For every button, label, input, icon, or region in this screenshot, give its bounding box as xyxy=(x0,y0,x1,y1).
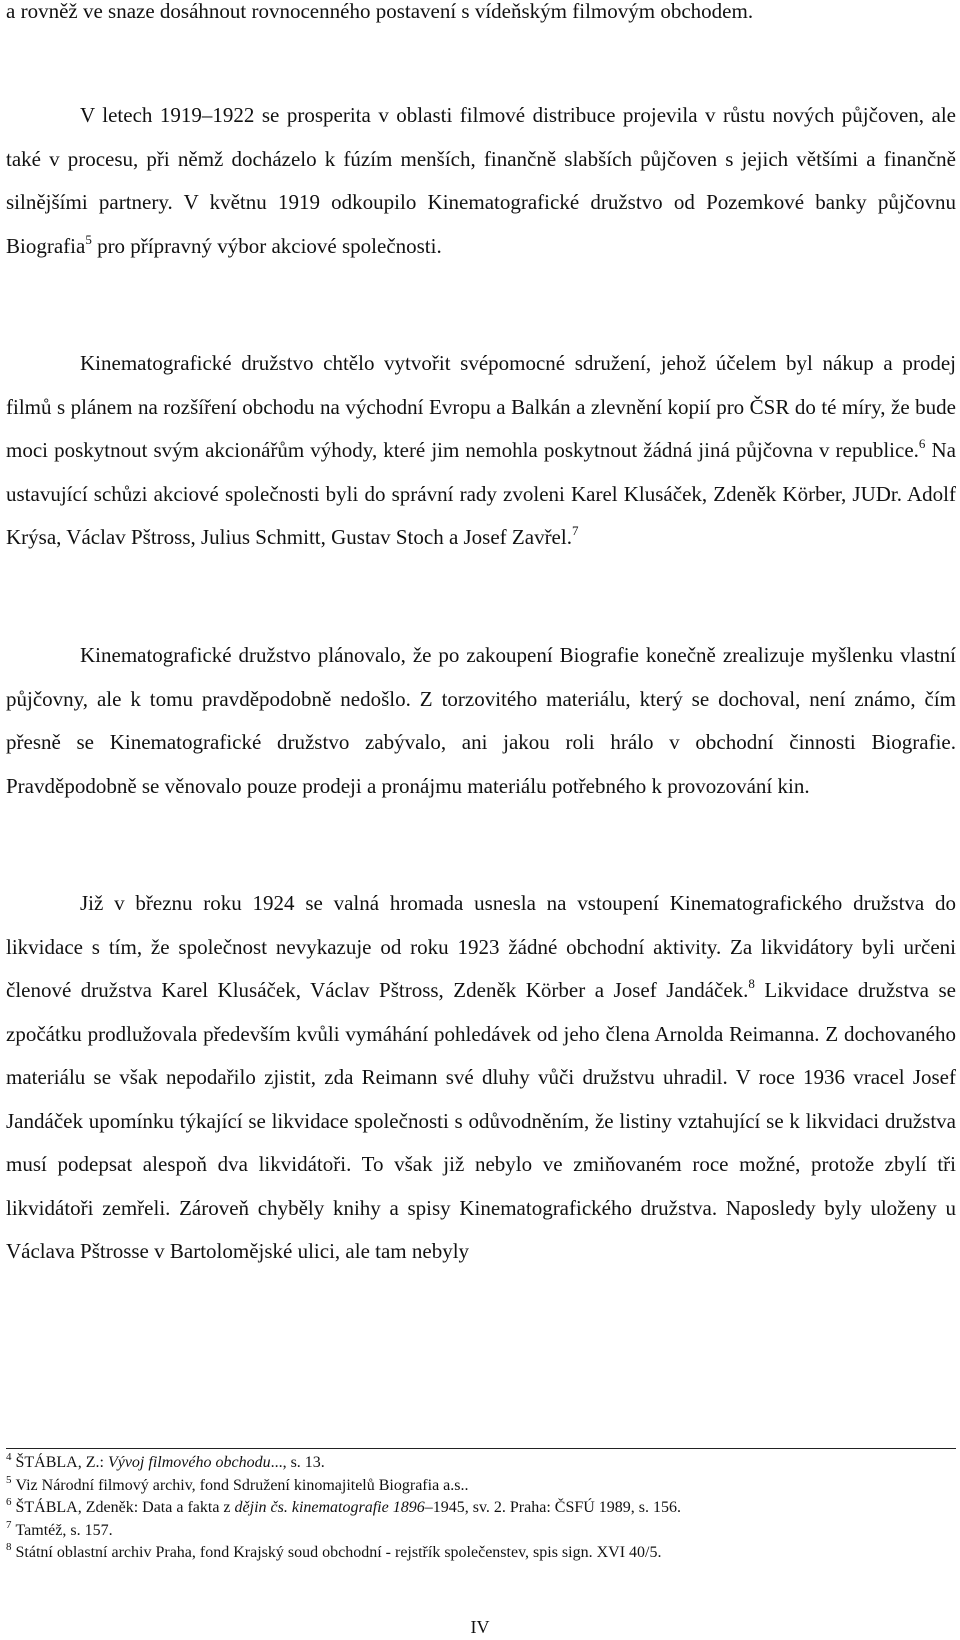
footnote-number: 4 xyxy=(6,1451,12,1463)
paragraph-3 xyxy=(6,342,956,560)
italic-text: Vývoj filmového obchodu xyxy=(107,1454,271,1471)
text-run: ..., s. 13. xyxy=(270,1454,325,1471)
text-run: Kinematografické družstvo chtělo vytvořit svépomocné sdružení, jehož účelem byl nákup a prodej filmů s plánem na rozšíření obchodu na východní Evropu a Balkán a zlevnění kopií pro ČSR do té míry, že bude moci poskytnout svým akcionářům výhody, které jim nemohla poskytnout žádná jiná půjčovna v republice. xyxy=(6,351,956,462)
text-run: Již v březnu roku 1924 se valná hromada usnesla na vstoupení Kinematografického družstva do likvidace s tím, že společnost nevykazuje od roku 1923 žádné obchodní aktivity. Za likvidátory byli určeni členové družstva Karel Klusáček, Václav Pštross, Zdeněk Körber a Josef Jandáček. xyxy=(6,891,956,1002)
text-run: –1945, sv. 2. Praha: ČSFÚ 1989, s. 156. xyxy=(424,1499,682,1516)
footnote-ref: 8 xyxy=(748,976,755,991)
text-run: Likvidace družstva se zpočátku prodlužovala především kvůli vymáhání pohledávek od jeho člena Arnolda Reimanna. Z dochovaného materiálu se však nepodařilo zjistit, zda Reimann své dluhy vůči družstvu uhradil. V roce 1936 vracel Josef Jandáček upomínku týkající se likvidace společnosti s odůvodněním, že listiny vztahující se k likvidaci družstva musí podepsat alespoň dva likvidátoři. To však již nebylo ve zmiňovaném roce možné, protože zbylí tři likvidátoři zemřeli. Zároveň chyběly knihy a spisy Kinematografického družstva. Naposledy byly uloženy u Václava Pštrosse v Bartolomějské ulici, ale tam nebyly xyxy=(6,978,956,1263)
footnote-separator xyxy=(6,1448,956,1449)
footnote-ref: 7 xyxy=(571,523,579,538)
paragraph-5 xyxy=(6,882,956,1274)
text-run: Státní oblastní archiv Praha, fond Krajský soud obchodní - rejstřík společenstev, spis sign. XVI 40/5. xyxy=(15,1544,662,1561)
footnote-ref: 5 xyxy=(85,231,92,247)
footnote-4 xyxy=(6,1452,956,1475)
text-run: pro přípravný výbor akciové společnosti. xyxy=(91,233,442,258)
italic-text: dějin čs. kinematografie 1896 xyxy=(234,1499,425,1516)
footnote-number: 5 xyxy=(6,1473,12,1486)
footnote-ref: 6 xyxy=(918,436,926,451)
footnote-number: 8 xyxy=(6,1541,12,1553)
page-number: IV xyxy=(470,1617,490,1637)
paragraph-2 xyxy=(6,94,956,268)
text-run: Tamtéž, s. 157. xyxy=(15,1521,113,1539)
text-run: Na ustavující schůzi akciové společnosti byli do správní rady zvoleni Karel Klusáček, Zdeněk Körber, JUDr. Adolf Krýsa, Václav Pštross, Julius Schmitt, Gustav Stoch a Josef Zavřel. xyxy=(6,438,956,549)
text-run: V letech 1919–1922 se prosperita v oblasti filmové distribuce projevila v růstu nových půjčoven, ale také v procesu, při němž docházelo k fúzím menších, finančně slabších půjčoven s jejich většími a finančně silnějšími partnery. V květnu 1919 odkoupilo Kinematografické družstvo od Pozemkové banky půjčovnu Biografia xyxy=(6,103,956,258)
paragraph-1 xyxy=(6,0,956,34)
footnote-5 xyxy=(6,1475,956,1498)
text-run: ŠTÁBLA, Z.: xyxy=(15,1454,108,1471)
text-run: Kinematografické družstvo plánovalo, že po zakoupení Biografie konečně zrealizuje myšlenku vlastní půjčovny, ale k tomu pravděpodobně nedošlo. Z torzovitého materiálu, který se dochoval, není známo, čím přesně se Kinematografické družstvo zabývalo, ani jakou roli hrálo v obchodní činnosti Biografie. Pravděpodobně se věnovalo pouze prodeji a pronájmu materiálu potřebného k provozování kin. xyxy=(6,643,956,798)
text-run: a rovněž ve snaze dosáhnout rovnocenného postavení s vídeňským filmovým obchodem. xyxy=(6,0,754,23)
footnote-7 xyxy=(6,1520,956,1543)
footnote-8 xyxy=(6,1542,956,1565)
footnotes xyxy=(6,1452,956,1565)
footnote-number: 7 xyxy=(6,1518,12,1531)
footnote-number: 6 xyxy=(6,1496,12,1508)
footnote-6 xyxy=(6,1497,956,1520)
paragraph-4 xyxy=(6,634,956,808)
text-run: ŠTÁBLA, Zdeněk: Data a fakta z xyxy=(15,1499,235,1516)
text-run: Viz Národní filmový archiv, fond Sdružení kinomajitelů Biografia a.s.. xyxy=(15,1476,469,1494)
